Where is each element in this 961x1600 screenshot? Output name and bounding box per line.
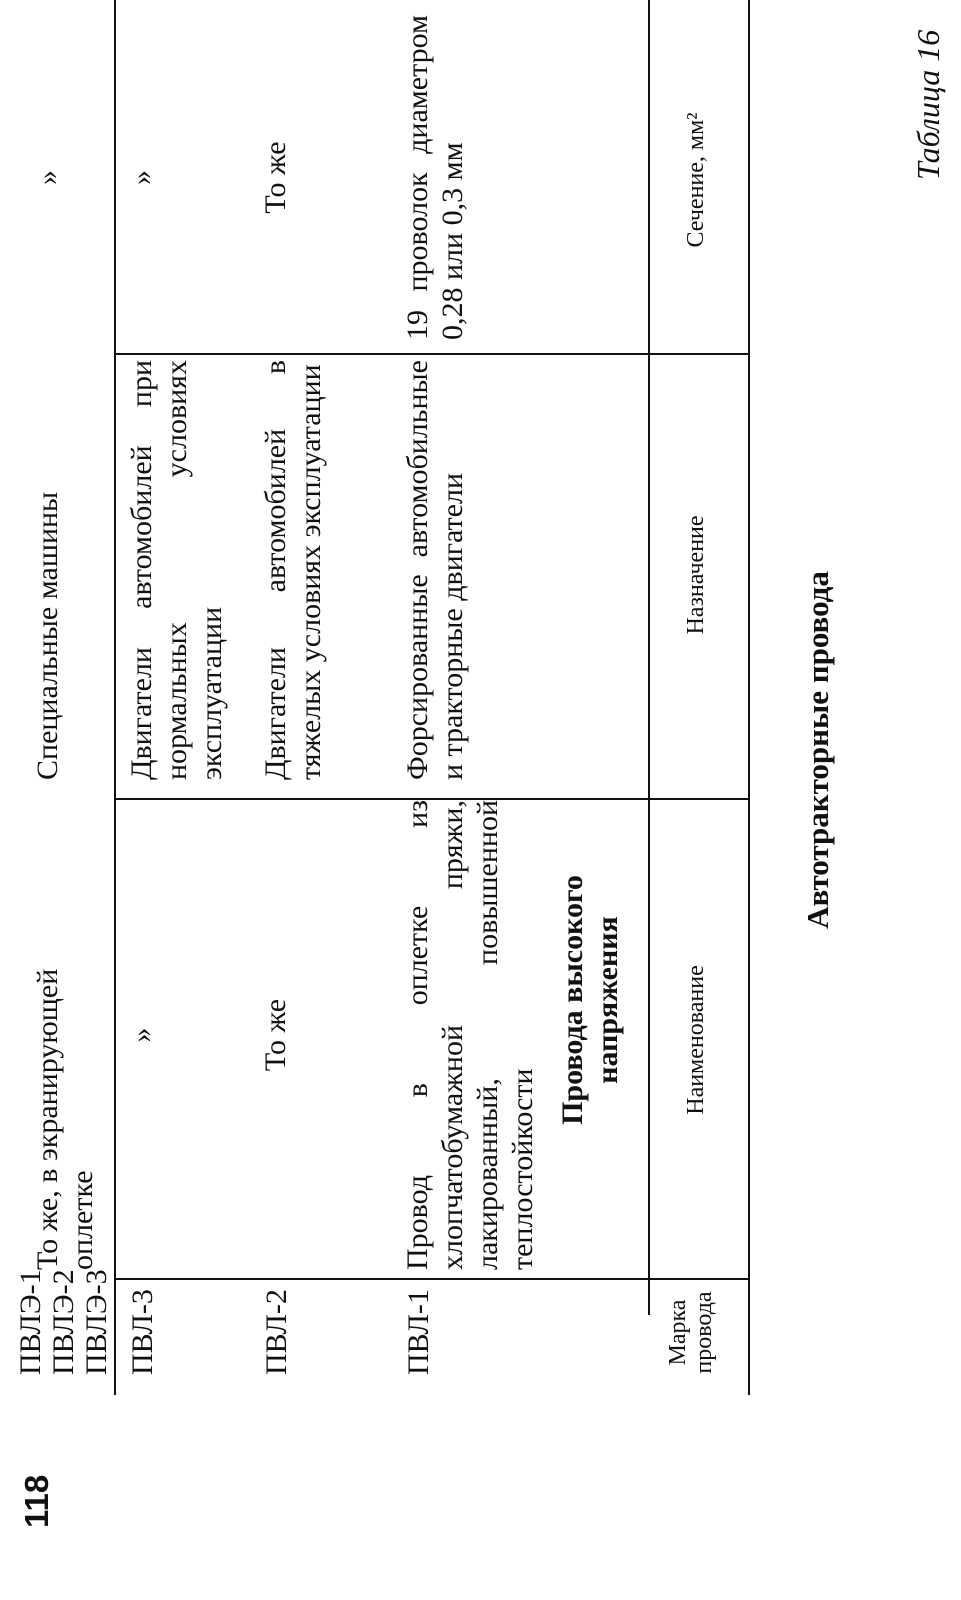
row-2-mark xyxy=(260,1280,293,1375)
header-name: Наименование xyxy=(683,965,709,1115)
row-1-section: 19 проволок диаметром 0,28 или 0,3 мм xyxy=(401,15,469,340)
row-4-mark xyxy=(14,1265,113,1375)
mark-item: ПВЛ-1 xyxy=(402,1289,435,1375)
table-title: Автотракторные провода xyxy=(800,571,835,929)
row-4-section: » xyxy=(31,170,64,185)
row-3-mark xyxy=(126,1280,159,1375)
header-bottom-rule xyxy=(648,0,650,1315)
table-top-rule xyxy=(748,0,750,1395)
table-bottom-rule xyxy=(114,0,116,1395)
row-2-section: То же xyxy=(259,141,292,214)
header-section: Сечение, мм² xyxy=(683,112,709,248)
page-number: 118 xyxy=(18,1474,55,1528)
section-heading: Провода высокого напряжения xyxy=(556,875,624,1125)
row-1-name: Провод в оплетке из хлопчатобумажной пряжи, лакированный, повышенной теплостойкости xyxy=(401,800,539,1270)
row-4-purpose: Специальные машины xyxy=(31,491,64,780)
row-1-mark xyxy=(402,1280,435,1375)
row-3-purpose: Двигатели автомобилей при нормальных условиях эксплуатации xyxy=(125,360,228,780)
row-3-name: » xyxy=(125,1027,158,1043)
row-3-section: » xyxy=(125,170,158,185)
column-divider-3 xyxy=(114,353,750,355)
mark-item: ПВЛ-3 xyxy=(126,1289,159,1375)
mark-item: ПВЛ-2 xyxy=(260,1289,293,1375)
table-label: Таблица 16 xyxy=(910,29,946,180)
mark-item: ПВЛЭ-3 xyxy=(80,1269,113,1375)
row-2-purpose: Двигатели автомобилей в тяжелых условиях эксплуатации xyxy=(259,360,327,780)
row-1-purpose: Форсированные автомобильные и тракторные двигатели xyxy=(401,360,469,780)
header-purpose: Назначение xyxy=(683,515,709,635)
row-2-name: То же xyxy=(259,998,292,1072)
mark-item: ПВЛЭ-1 xyxy=(14,1269,47,1375)
mark-item: ПВЛЭ-2 xyxy=(47,1269,80,1375)
header-mark: Марка провода xyxy=(665,1291,717,1374)
row-4-name: То же, в экранирующей оплетке xyxy=(31,968,99,1270)
